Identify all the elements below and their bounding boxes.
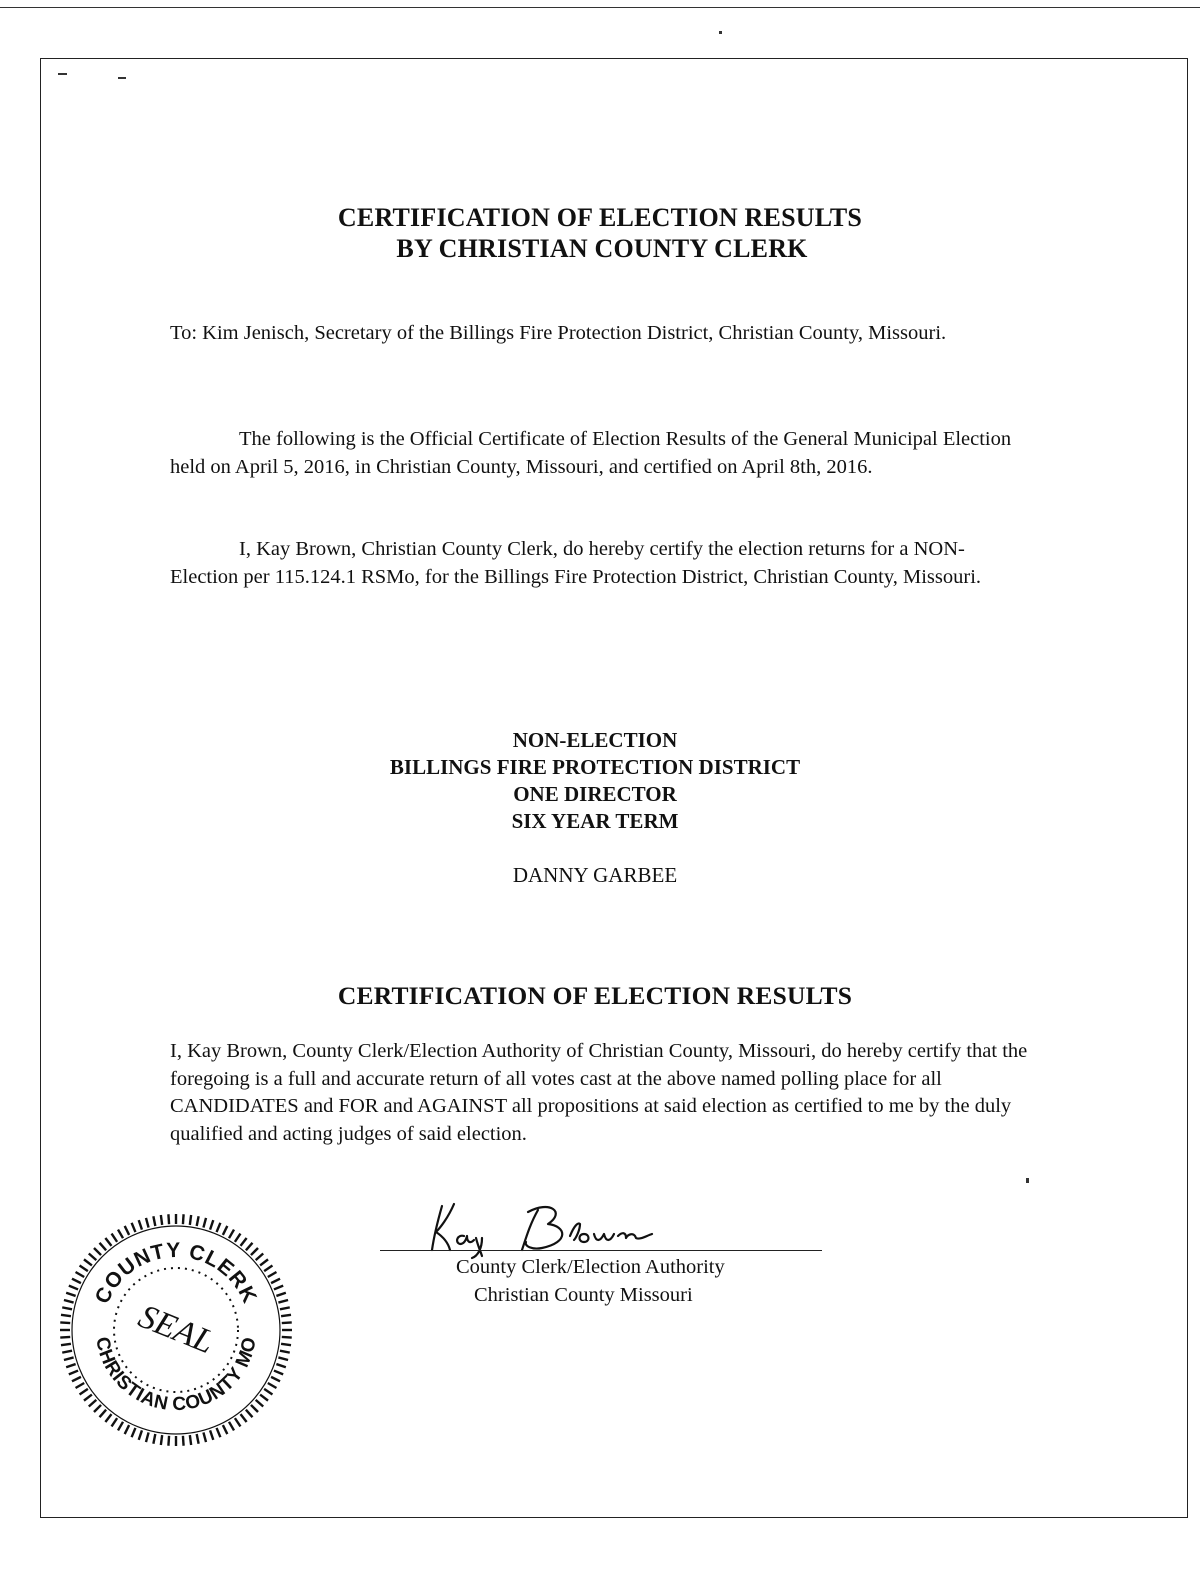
signer-title: County Clerk/Election Authority bbox=[456, 1256, 725, 1278]
top-edge-line bbox=[0, 7, 1200, 8]
signature-caption bbox=[456, 1253, 786, 1309]
scan-speck bbox=[58, 73, 67, 75]
scan-speck bbox=[719, 31, 722, 34]
election-type: NON-ELECTION bbox=[512, 728, 678, 752]
scan-speck bbox=[118, 77, 126, 79]
office-name: ONE DIRECTOR bbox=[513, 782, 677, 806]
document-title bbox=[300, 202, 900, 264]
signer-county: Christian County Missouri bbox=[474, 1284, 693, 1306]
certification-heading: CERTIFICATION OF ELECTION RESULTS bbox=[337, 981, 853, 1010]
certification-body: I, Kay Brown, County Clerk/Election Authority of Christian County, Missouri, do hereby certify that the foregoing is a full and accurate return of all votes cast at the above named polling place for all CANDIDATES and FOR and AGAINST all propositions at said election as certified to me by the duly qualified and acting judges of said election. bbox=[170, 1040, 1028, 1145]
addressee: To: Kim Jenisch, Secretary of the Billings Fire Protection District, Christian County, Missouri. bbox=[170, 322, 947, 344]
seal-bottom-text: CHRISTIAN COUNTY MO bbox=[91, 1335, 261, 1416]
election-details bbox=[340, 727, 850, 835]
scan-speck bbox=[1026, 1178, 1029, 1183]
district-name: BILLINGS FIRE PROTECTION DISTRICT bbox=[389, 755, 801, 779]
county-clerk-seal bbox=[58, 1212, 294, 1448]
title-line-1: CERTIFICATION OF ELECTION RESULTS bbox=[337, 203, 863, 232]
signature-line bbox=[380, 1250, 822, 1251]
seal-center-text: SEAL bbox=[133, 1297, 220, 1362]
svg-text:COUNTY CLERK bbox=[91, 1239, 262, 1307]
handwritten-signature bbox=[420, 1200, 680, 1260]
title-line-2: BY CHRISTIAN COUNTY CLERK bbox=[396, 234, 808, 263]
term-length: SIX YEAR TERM bbox=[511, 809, 679, 833]
candidate-name: DANNY GARBEE bbox=[512, 863, 678, 887]
seal-top-text: COUNTY CLERK bbox=[90, 1238, 262, 1308]
paragraph-official-certificate: The following is the Official Certificate of Election Results of the General Municipal Election held on April 5, 2016, in Christian County, Missouri, and certified on April 8th, 2016. bbox=[170, 428, 1012, 478]
paragraph-clerk-certify: I, Kay Brown, Christian County Clerk, do hereby certify the election returns for a NON-Election per 115.124.1 RSMo, for the Billings Fire Protection District, Christian County, Missouri. bbox=[170, 538, 982, 588]
